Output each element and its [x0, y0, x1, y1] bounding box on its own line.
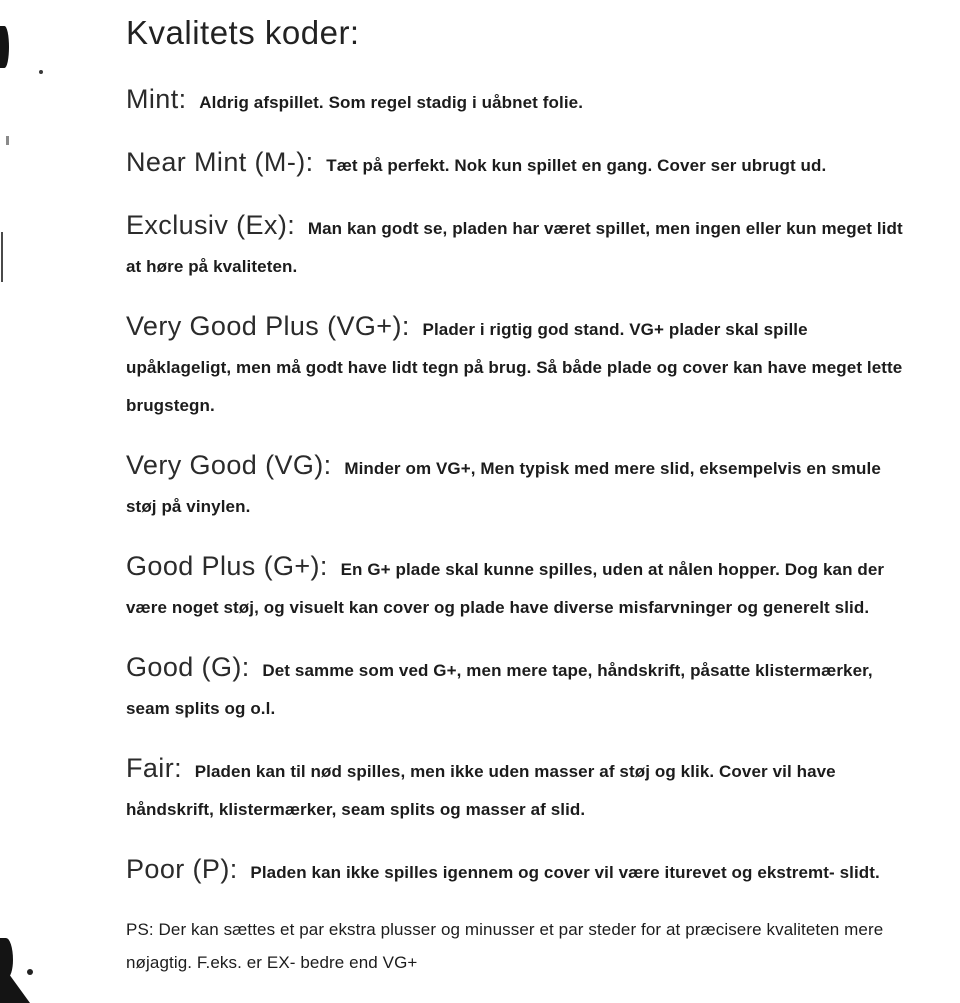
grade-term-very-good-plus: Very Good Plus (VG+):	[126, 311, 410, 341]
grade-entry-fair	[126, 749, 908, 829]
grade-desc-near-mint: Tæt på perfekt. Nok kun spillet en gang. Cover ser ubrugt ud.	[326, 156, 827, 175]
grade-entry-exclusiv	[126, 206, 908, 286]
grade-entry-good	[126, 648, 908, 728]
grade-term-poor: Poor (P):	[126, 854, 238, 884]
grade-desc-exclusiv: Man kan godt se, pladen har været spillet, men ingen eller kun meget lidt at høre på kvaliteten.	[126, 219, 903, 276]
scan-artifact-bottom-left-2	[0, 972, 30, 1003]
grade-desc-good-plus: En G+ plade skal kunne spilles, uden at nålen hopper. Dog kan der være noget støj, og visuelt kan cover og plade have diverse misfarvninger og generelt slid.	[126, 560, 885, 617]
scan-artifact-top-left	[0, 26, 9, 68]
grade-desc-good: Det samme som ved G+, men mere tape, håndskrift, påsatte klistermærker, seam splits og o.l.	[126, 661, 873, 718]
grade-desc-poor: Pladen kan ikke spilles igennem og cover vil være iturevet og ekstremt- slidt.	[250, 863, 880, 882]
ps-note: PS: Der kan sættes et par ekstra plusser og minusser et par steder for at præcisere kvaliteten mere nøjagtig. F.eks. er EX- bedre end VG+	[126, 920, 884, 972]
grade-entry-very-good-plus	[126, 307, 908, 425]
grade-term-very-good: Very Good (VG):	[126, 450, 332, 480]
grade-entry-near-mint	[126, 143, 908, 185]
scan-artifact-dot	[39, 70, 43, 74]
grade-entry-poor	[126, 850, 908, 892]
grade-entry-mint	[126, 80, 908, 122]
scan-artifact-line	[1, 232, 3, 282]
grade-term-good-plus: Good Plus (G+):	[126, 551, 328, 581]
grade-desc-fair: Pladen kan til nød spilles, men ikke uden masser af støj og klik. Cover vil have håndskrift, klistermærker, seam splits og masser af slid.	[126, 762, 836, 819]
grade-desc-very-good-plus: Plader i rigtig god stand. VG+ plader skal spille upåklageligt, men må godt have lidt tegn på brug. Så både plade og cover kan have meget lette brugstegn.	[126, 320, 903, 415]
grade-desc-mint: Aldrig afspillet. Som regel stadig i uåbnet folie.	[199, 93, 584, 112]
grade-entry-good-plus	[126, 547, 908, 627]
grade-term-good: Good (G):	[126, 652, 250, 682]
grade-term-fair: Fair:	[126, 753, 182, 783]
scan-artifact-bottom-dot	[27, 969, 33, 975]
page-title: Kvalitets koder:	[126, 14, 360, 51]
grade-desc-very-good: Minder om VG+, Men typisk med mere slid, eksempelvis en smule støj på vinylen.	[126, 459, 881, 516]
grade-term-exclusiv: Exclusiv (Ex):	[126, 210, 296, 240]
grade-term-near-mint: Near Mint (M-):	[126, 147, 314, 177]
grade-entry-very-good	[126, 446, 908, 526]
scan-artifact-dash	[6, 136, 9, 145]
grade-term-mint: Mint:	[126, 84, 187, 114]
